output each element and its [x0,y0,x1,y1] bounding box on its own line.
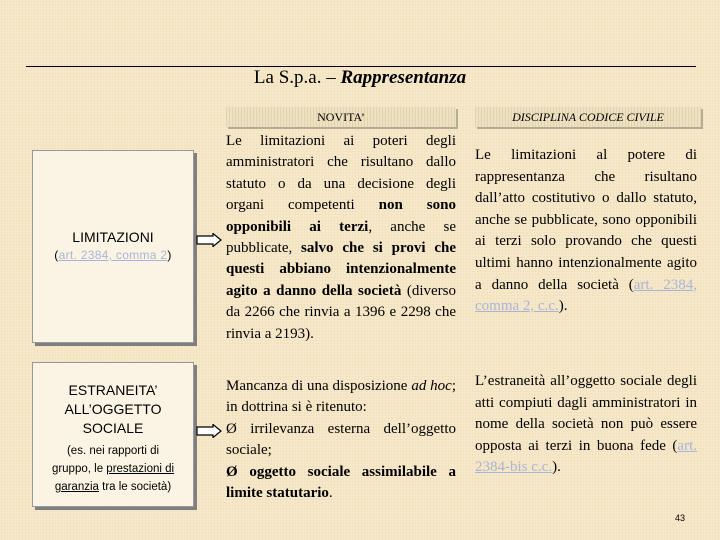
novita-paragraph-1: Le limitazioni ai poteri degli amministratori che risultano dallo statuto o da una decisione degli organi competenti non sono opponibili ai terzi, anche se pubblicate, salvo che si provi che questi abbiano intenzionalmente agito a danno della società (diverso da 2266 che rinvia a 1396 e 2298 che rinvia a 2193). [226,133,456,342]
limitazioni-ref: (art. 2384, comma 2) [54,248,172,262]
estraneita-note: (es. nei rapporti di gruppo, le prestazioni di garanzia tra le società) [51,445,175,493]
link-art-2384-comma-2[interactable]: art. 2384, comma 2, c.c. [475,276,697,315]
novita-bullet-2: Ø oggetto sociale assimilabile a limite statutario. [226,463,456,502]
link-art-2384[interactable]: art. 2384, comma 2 [58,248,168,262]
header-disciplina: DISCIPLINA CODICE CIVILE [475,107,701,127]
slide-title: La S.p.a. – Rappresentanza [253,67,467,88]
novita-bullet-1: Ø irrilevanza esterna dell’oggetto sociale; [226,420,456,459]
header-novita: NOVITA’ [226,107,456,127]
arrowhead-bullet-icon: Ø [226,463,238,480]
disciplina-paragraph-1: Le limitazioni al potere di rappresentanza che risultano dall’atto costitutivo o dallo statuto, anche se pubblicate, sono opponibili ai terzi solo provando che questi ultimi hanno intenzionalmente agito a danno della società (art. 2384, comma 2, c.c.). [475,147,697,315]
limitazioni-label: LIMITAZIONI [72,229,154,245]
box-estraneita [32,362,194,507]
novita-paragraph-2: Mancanza di una disposizione ad hoc; in dottrina si è ritenuto: Ø irrilevanza esterna dell’oggetto sociale; Ø oggetto sociale assimilabile a limite statutario. [226,376,456,504]
disciplina-paragraph-2: L’estraneità all’oggetto sociale degli atti compiuti dagli amministratori in nome della società non può essere opposta ai terzi in buona fede (art. 2384-bis c.c.). [475,373,697,476]
arrowhead-bullet-icon: Ø [226,420,237,437]
arrow-right-icon [196,424,222,438]
page-number: 43 [674,513,685,523]
link-art-2384-bis[interactable]: art. 2384-bis c.c. [475,437,697,476]
estraneita-label: ESTRANEITA’ ALL’OGGETTO SOCIALE [64,382,162,436]
arrow-right-icon [196,233,222,247]
box-limitazioni [32,150,194,343]
